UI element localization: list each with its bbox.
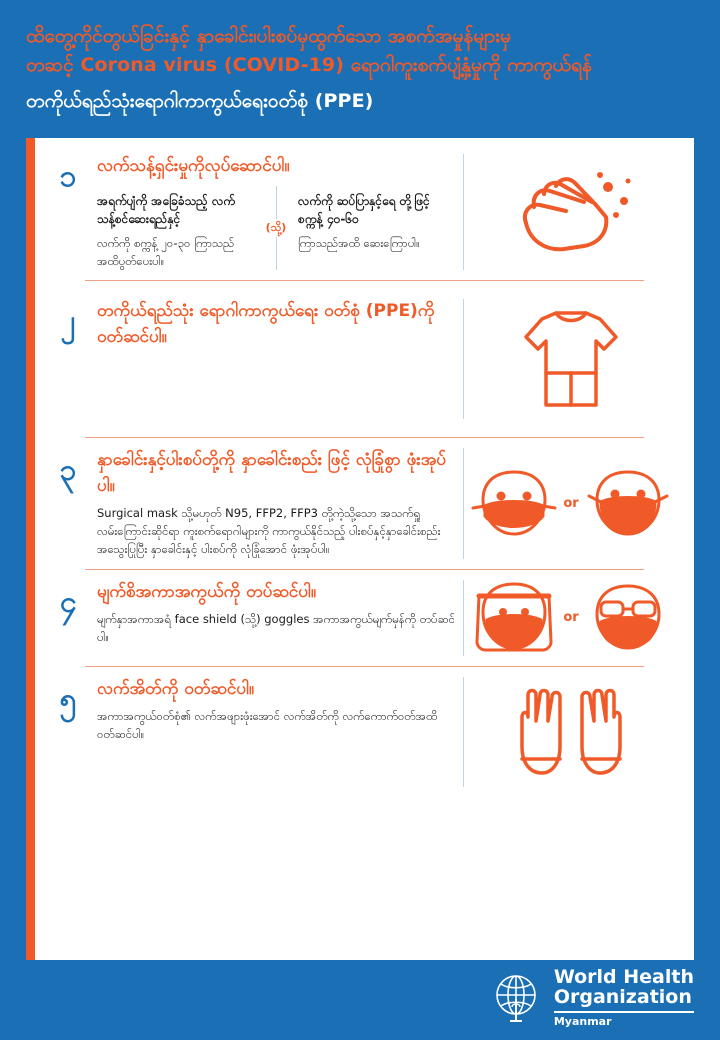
step-5-icon-container bbox=[463, 677, 678, 787]
step-1-left-column bbox=[97, 186, 254, 271]
step-1-columns bbox=[97, 186, 455, 271]
step-text-3 bbox=[97, 448, 463, 558]
step-4-or-label: or bbox=[563, 610, 579, 626]
step-row-3 bbox=[39, 438, 678, 568]
step-1-or-label: (သို့) bbox=[265, 219, 288, 236]
step-number-3: ၃ bbox=[59, 453, 77, 489]
card-accent-bar bbox=[26, 138, 35, 960]
step-text-1 bbox=[97, 154, 463, 270]
header-line-3: တကိုယ်ရည်သုံးရောဂါကာကွယ်ရေးဝတ်စုံ (PPE) bbox=[26, 89, 374, 112]
step-title-3: နှာခေါင်းနှင့်ပါးစပ်တို့ကို နှာခေါင်းစည်း ဖြင့် လုံခြုံစွာ ဖုံးအုပ်ပါ။ bbox=[97, 450, 446, 496]
poster-header bbox=[0, 0, 720, 126]
step-3-or-label: or bbox=[563, 496, 579, 512]
step-title-4: မျက်စိအကာအကွယ်ကို တပ်ဆင်ပါ။ bbox=[97, 581, 317, 602]
who-country: Myanmar bbox=[553, 1015, 612, 1028]
who-line-1: World Health bbox=[553, 965, 694, 988]
gloves-icon bbox=[506, 677, 636, 787]
step-number-4-container bbox=[39, 580, 97, 656]
step-1-or-separator bbox=[254, 186, 298, 271]
step-4-body: မျက်နှာအကာအရံ face shield (သို့) goggles အကာအကွယ်မျက်မှန်ကို တပ်ဆင်ပါ။ bbox=[97, 612, 455, 645]
steps-card bbox=[26, 138, 694, 960]
step-title-5: လက်အိတ်ကို ဝတ်ဆင်ပါ။ bbox=[97, 678, 255, 699]
step-number-3-container bbox=[39, 448, 97, 558]
step-1-right-body: ကြာသည်အထိ ဆေးကြောပါ။ bbox=[298, 235, 420, 250]
step-title-1: လက်သန့်ရှင်းမှုကိုလုပ်ဆောင်ပါ။ bbox=[97, 156, 290, 176]
step-1-right-column bbox=[298, 186, 455, 253]
step-number-2: ၂ bbox=[60, 304, 76, 340]
step-1-right-bold: လက်ကို ဆပ်ပြာနှင့်ရေ တို့ဖြင့် စက္ကန့် ၄၀-၆၀ bbox=[298, 193, 430, 227]
step-number-1: ၁ bbox=[59, 159, 77, 194]
step-text-5 bbox=[97, 677, 463, 787]
step-3-icon-container bbox=[463, 448, 678, 558]
step-number-4: ၄ bbox=[59, 584, 77, 620]
who-emblem-icon bbox=[488, 969, 544, 1025]
step-row-5 bbox=[39, 667, 678, 797]
step-text-2 bbox=[97, 299, 463, 419]
step-1-left-body: လက်ကို စက္ကန့် ၂၀-၃၀ ကြာသည်အထိပွတ်ပေးပါ။ bbox=[97, 235, 235, 268]
step-text-4 bbox=[97, 580, 463, 656]
header-line-2: တဆင့် Corona virus (COVID-19) ရောဂါကူးစက်ပျံ့နှံ့မှုကို ကာကွယ်ရန် bbox=[26, 54, 592, 77]
who-rule bbox=[554, 1011, 694, 1013]
step-1-left-bold: အရက်ပျံကို အခြေခံသည့် လက်သန့်စင်ဆေးရည်နှင့် bbox=[97, 193, 235, 227]
step-3-body: Surgical mask သို့မဟုတ် N95, FFP2, FFP3 တို့ကဲ့သို့သော အသက်ရှူလမ်းကြောင်းဆိုင်ရာ ကူးစက်ရောဂါများကို ကာကွယ်နိုင်သည့် ပါးစပ်နှင့်နှာခေါင်းစည်း အသွေးပြုပြီး နှာခေါင်းနှင့် ပါးစပ်ကို လုံခြုံအောင် ဖုံးအုပ်ပါ။ bbox=[97, 506, 441, 556]
who-logo bbox=[488, 967, 694, 1028]
faceshield-goggles-icon bbox=[471, 580, 670, 656]
step-number-5-container bbox=[39, 677, 97, 787]
step-row-2 bbox=[39, 281, 678, 437]
who-line-2: Organization bbox=[553, 986, 692, 1009]
step-number-5: ၅ bbox=[59, 681, 77, 717]
step-1-icon-container bbox=[463, 154, 678, 270]
who-wordmark bbox=[554, 967, 694, 1028]
mask-pair-icon bbox=[471, 466, 670, 542]
step-title-2: တကိုယ်ရည်သုံး ရောဂါကာကွယ်ရေး ဝတ်စုံ (PPE)ကို ဝတ်ဆင်ပါ။ bbox=[97, 301, 435, 347]
handwash-icon bbox=[496, 157, 646, 267]
step-row-1 bbox=[39, 144, 678, 280]
gown-icon bbox=[506, 299, 636, 419]
step-number-1-container bbox=[39, 154, 97, 270]
step-number-2-container bbox=[39, 299, 97, 419]
header-line-1: ထိတွေ့ကိုင်တွယ်ခြင်းနှင့် နှာခေါင်း၊ပါးစပ်မှထွက်သော အစက်အမှုန်များမှ bbox=[26, 25, 511, 47]
step-4-icon-container bbox=[463, 580, 678, 656]
step-2-icon-container bbox=[463, 299, 678, 419]
step-5-body: အကာအကွယ်ဝတ်စုံ၏ လက်အဖျားဖုံးအောင် လက်အိတ်ကို လက်ကောက်ဝတ်အထိ ဝတ်ဆင်ပါ။ bbox=[97, 709, 438, 742]
step-row-4 bbox=[39, 570, 678, 666]
poster-footer bbox=[0, 960, 720, 1040]
